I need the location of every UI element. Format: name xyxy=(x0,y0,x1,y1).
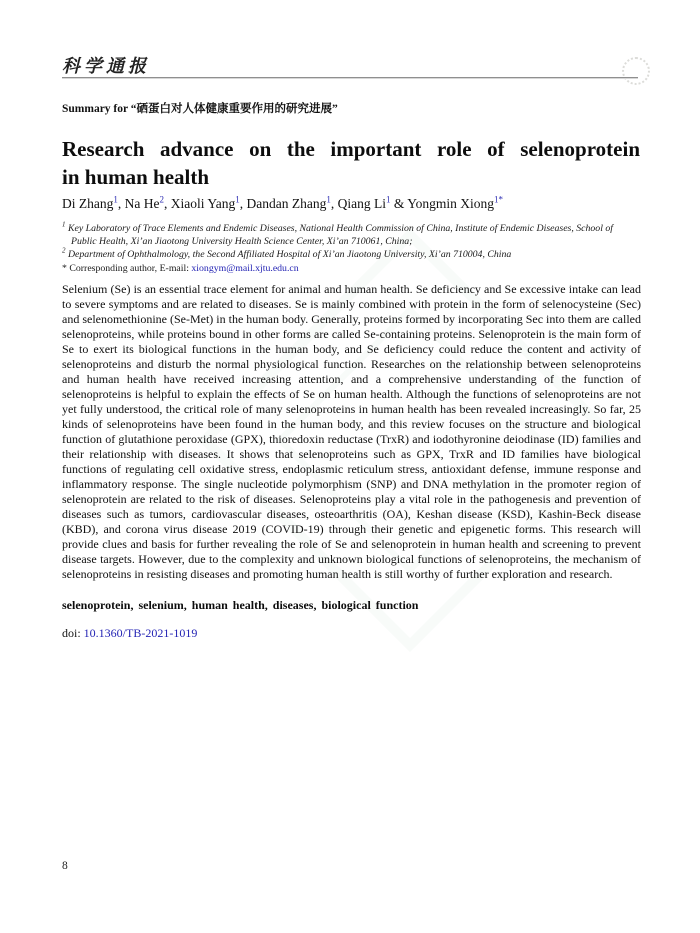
author-name: Di Zhang xyxy=(62,196,114,211)
author xyxy=(125,196,171,211)
author-affiliation-superscript: 1* xyxy=(494,194,504,205)
article-title xyxy=(62,135,640,191)
author-name: Yongmin Xiong xyxy=(407,196,495,211)
author-name: Na He xyxy=(124,196,160,211)
watermark-dotted-circle xyxy=(622,57,650,85)
author-separator: & xyxy=(390,196,408,211)
author-list xyxy=(62,196,640,212)
abstract-text: Selenium (Se) is an essential trace element for animal and human health. Se deficiency and Se excessive intake can lead to severe symptoms and are related to diseases. Se is mainly combined with protein in the form of selenocysteine (Sec) and selenomethionine (Se-Met) in the human body. Generally, proteins formed by incorporating Sec into them are called selenoproteins, while proteins bound in other forms are called Se-containing proteins. Selenoprotein is the main form of Se to exert its biological functions in the human body, and Se deficiency could reduce the content and activity of selenoproteins and disturb the normal physiological function. Researches on the relationship between selenoproteins and human health have received increasing attention, and a comprehensive understanding of the function of selenoproteins is helpful to explain the effects of Se on human health. Although the functions of selenoproteins are not yet fully understood, the critical role of many selenoproteins in human health has been revealed increasingly. So far, 25 kinds of selenoproteins have been found in the human body, and this review focuses on the structure and biological function of glutathione peroxidase (GPX), thioredoxin reductase (TrxR) and iodothyronine deiodinase (ID) families and their relationship with diseases. It shows that selenoproteins such as GPX, TrxR and ID families have biological functions of regulating cell oxidative stress, endoplasmic reticulum stress, antioxidant defense, immune response and inflammatory response. The single nucleotide polymorphism (SNP) and DNA methylation in the promoter region of selenoprotein are related to the risk of diseases. Selenoproteins play a vital role in the pathogenesis and prevention of diseases such as tumors, cardiovascular diseases, osteoarthritis (OA), Keshan disease (KSD), Kashin-Beck disease (KBD), and corona virus disease 2019 (COVID-19) through their genetic and epigenetic forms. This research will provide clues and basis for further revealing the role of Se and selenoprotein in human health and screening to prevent disease targets. However, due to the complexity and unknown biological functions of selenoproteins, the mechanism of selenoproteins in resisting diseases and promoting human health is still worthy of further exploration and research. xyxy=(62,282,641,581)
affiliation-marker: 2 xyxy=(62,247,66,256)
corresponding-marker: * xyxy=(62,262,67,274)
doi-line xyxy=(62,626,640,641)
author-separator: , xyxy=(330,196,338,211)
corresponding-email-link[interactable]: xiongym@mail.xjtu.edu.cn xyxy=(191,262,299,274)
author-name: Dandan Zhang xyxy=(246,196,327,211)
summary-line: Summary for “硒蛋白对人体健康重要作用的研究进展” xyxy=(62,103,338,115)
author-separator: , xyxy=(163,196,171,211)
corresponding-text: Corresponding author, E-mail: xyxy=(66,262,192,274)
author xyxy=(407,196,503,211)
author-name: Xiaoli Yang xyxy=(170,196,236,211)
author-affiliation-superscript: 1 xyxy=(235,194,240,205)
author-separator: , xyxy=(239,196,247,211)
doi-label: doi: xyxy=(62,626,84,640)
author xyxy=(247,196,338,211)
affiliation-1 xyxy=(62,222,640,248)
author-name: Qiang Li xyxy=(337,196,386,211)
affiliation-2 xyxy=(62,248,640,261)
affiliations-block xyxy=(62,222,640,275)
author xyxy=(338,196,408,211)
affiliation-text: Key Laboratory of Trace Elements and Endemic Diseases, National Health Commission of China, Institute of Endemic Diseases, School of Public Health, Xi’an Jiaotong University Health Science Center, Xi’an 710061, China; xyxy=(65,223,613,248)
article-title-line1: Research advance on the important role of selenoprotein xyxy=(62,137,640,161)
author-affiliation-superscript: 1 xyxy=(385,194,391,205)
page-number: 8 xyxy=(62,860,68,872)
author-separator: , xyxy=(117,196,125,211)
doi-link[interactable]: 10.1360/TB-2021-1019 xyxy=(83,626,198,640)
author xyxy=(171,196,247,211)
journal-logo: 科学通报 xyxy=(62,56,150,76)
author-affiliation-superscript: 2 xyxy=(159,194,164,205)
author-affiliation-superscript: 1 xyxy=(326,194,331,205)
author-affiliation-superscript: 1 xyxy=(113,194,118,205)
author xyxy=(62,196,125,211)
article-title-line2: in human health xyxy=(62,165,210,189)
affiliation-marker: 1 xyxy=(62,220,66,229)
keywords-line: selenoprotein, selenium, human health, diseases, biological function xyxy=(62,598,419,612)
header-rule xyxy=(62,77,638,79)
corresponding-author-line xyxy=(62,262,640,275)
affiliation-text: Department of Ophthalmology, the Second Affiliated Hospital of Xi’an Jiaotong University, Xi’an 710004, China xyxy=(65,249,512,261)
